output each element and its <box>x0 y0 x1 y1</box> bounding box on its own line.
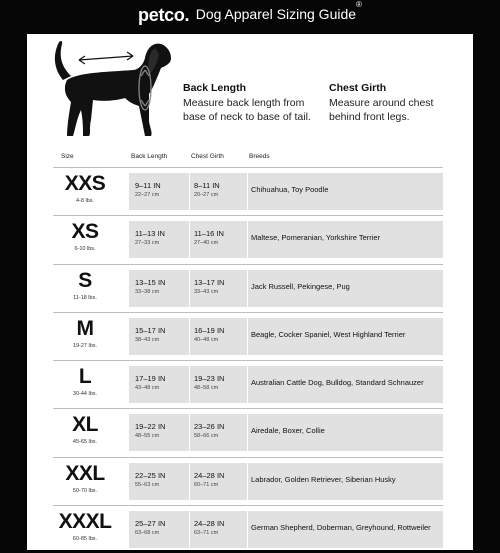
size-weight: 4-8 lbs. <box>75 198 95 204</box>
size-code: XXS <box>64 172 106 195</box>
back-length-line-1: Measure back length from <box>183 97 305 109</box>
column-header-size: Size <box>61 153 74 160</box>
back-length-cm: 33–38 cm <box>135 288 160 295</box>
back-length-cm: 48–55 cm <box>135 433 160 440</box>
chest-girth-line-2: behind front legs. <box>329 111 410 123</box>
chest-girth-cm: 27–40 cm <box>194 240 219 247</box>
page-header <box>0 0 500 34</box>
chest-girth-inches: 23–26 IN <box>194 422 225 432</box>
column-divider <box>247 173 248 210</box>
chest-girth-cm: 40–48 cm <box>194 336 219 343</box>
table-row <box>53 215 443 263</box>
back-length-cm: 27–33 cm <box>135 240 160 247</box>
column-header-chest-girth: Chest Girth <box>191 153 224 160</box>
column-divider <box>247 318 248 355</box>
breeds-text: Australian Cattle Dog, Bulldog, Standard Schnauzer <box>251 378 424 388</box>
page-title: Dog Apparel Sizing Guide <box>195 6 357 22</box>
column-divider <box>189 366 190 403</box>
size-code: XXL <box>65 461 105 485</box>
size-code: XL <box>72 413 98 437</box>
size-weight: 50-70 lbs. <box>72 487 98 494</box>
size-weight: 6-10 lbs. <box>74 246 96 253</box>
breeds-text: German Shepherd, Doberman, Greyhound, Rottweiler <box>251 523 431 533</box>
column-divider <box>247 511 248 548</box>
column-divider <box>247 463 248 500</box>
breeds-text: Maltese, Pomeranian, Yorkshire Terrier <box>251 233 381 243</box>
size-code: M <box>76 316 94 340</box>
column-divider <box>189 414 190 451</box>
column-divider <box>189 270 190 307</box>
chest-girth-inches: 8–11 IN <box>194 181 220 190</box>
back-length-description <box>183 96 311 124</box>
chest-girth-cm: 20–27 cm <box>194 192 219 198</box>
size-weight: 11-18 lbs. <box>73 294 97 301</box>
size-weight: 60-85 lbs. <box>72 536 98 543</box>
chest-girth-cm: 63–71 cm <box>194 530 219 537</box>
back-length-inches: 25–27 IN <box>135 519 166 529</box>
size-code: L <box>78 365 92 389</box>
back-length-cm: 55–63 cm <box>135 481 160 488</box>
size-weight: 45-65 lbs. <box>72 439 98 446</box>
table-row <box>53 264 443 312</box>
breeds-text: Labrador, Golden Retriever, Siberian Husky <box>251 474 396 484</box>
chest-girth-inches: 24–28 IN <box>194 519 225 529</box>
breeds-text: Beagle, Cocker Spaniel, West Highland Terrier <box>251 329 406 339</box>
chest-girth-cm: 33–43 cm <box>194 288 219 295</box>
back-length-inches: 15–17 IN <box>135 325 166 335</box>
back-length-inches: 17–19 IN <box>135 374 166 384</box>
back-length-line-2: base of neck to base of tail. <box>183 111 311 123</box>
column-header-back-length: Back Length <box>131 153 168 160</box>
registered-mark: ® <box>356 0 362 9</box>
back-length-cm: 43–48 cm <box>135 385 160 392</box>
chest-girth-cm: 58–66 cm <box>194 433 219 440</box>
column-divider <box>247 270 248 307</box>
table-row <box>53 408 443 456</box>
column-divider <box>189 511 190 548</box>
column-divider <box>189 318 190 355</box>
back-length-inches: 11–13 IN <box>135 229 165 239</box>
back-length-inches: 9–11 IN <box>135 181 161 190</box>
dog-silhouette-icon <box>49 36 173 148</box>
table-row <box>53 167 443 215</box>
breeds-text: Airedale, Boxer, Collie <box>251 426 325 436</box>
chest-girth-inches: 13–17 IN <box>194 277 225 287</box>
size-weight: 19-27 lbs. <box>72 342 98 349</box>
back-length-inches: 22–25 IN <box>135 470 166 480</box>
chest-girth-inches: 11–16 IN <box>194 229 224 239</box>
breeds-text: Jack Russell, Pekingese, Pug <box>251 281 350 291</box>
column-divider <box>247 414 248 451</box>
breeds-text: Chihuahua, Toy Poodle <box>251 185 329 194</box>
column-divider <box>189 221 190 258</box>
size-code: XXXL <box>58 510 112 534</box>
column-divider <box>189 173 190 210</box>
back-length-cm: 38–43 cm <box>135 336 160 343</box>
chest-girth-line-1: Measure around chest <box>329 97 434 109</box>
table-row <box>53 505 443 553</box>
chest-girth-cm: 60–71 cm <box>194 481 219 488</box>
back-length-inches: 13–15 IN <box>135 277 166 287</box>
petco-logo: petco. <box>138 5 190 25</box>
column-divider <box>189 463 190 500</box>
size-table <box>53 167 443 553</box>
back-length-title: Back Length <box>183 82 247 94</box>
size-code: XS <box>71 220 99 244</box>
chest-girth-inches: 19–23 IN <box>194 374 225 384</box>
chest-girth-inches: 16–19 IN <box>194 325 225 335</box>
table-row <box>53 312 443 360</box>
column-divider <box>247 221 248 258</box>
column-header-breeds: Breeds <box>249 153 270 160</box>
back-length-cm: 63–68 cm <box>135 530 160 537</box>
size-code: S <box>78 268 92 292</box>
sizing-sheet <box>27 34 473 550</box>
back-length-cm: 22–27 cm <box>135 192 160 198</box>
back-length-inches: 19–22 IN <box>135 422 166 432</box>
column-divider <box>247 366 248 403</box>
chest-girth-inches: 24–28 IN <box>194 470 225 480</box>
table-row <box>53 360 443 408</box>
chest-girth-description <box>329 96 433 124</box>
chest-girth-cm: 48–58 cm <box>194 385 219 392</box>
size-weight: 30-44 lbs. <box>72 391 98 398</box>
table-row <box>53 457 443 505</box>
chest-girth-title: Chest Girth <box>329 82 387 94</box>
